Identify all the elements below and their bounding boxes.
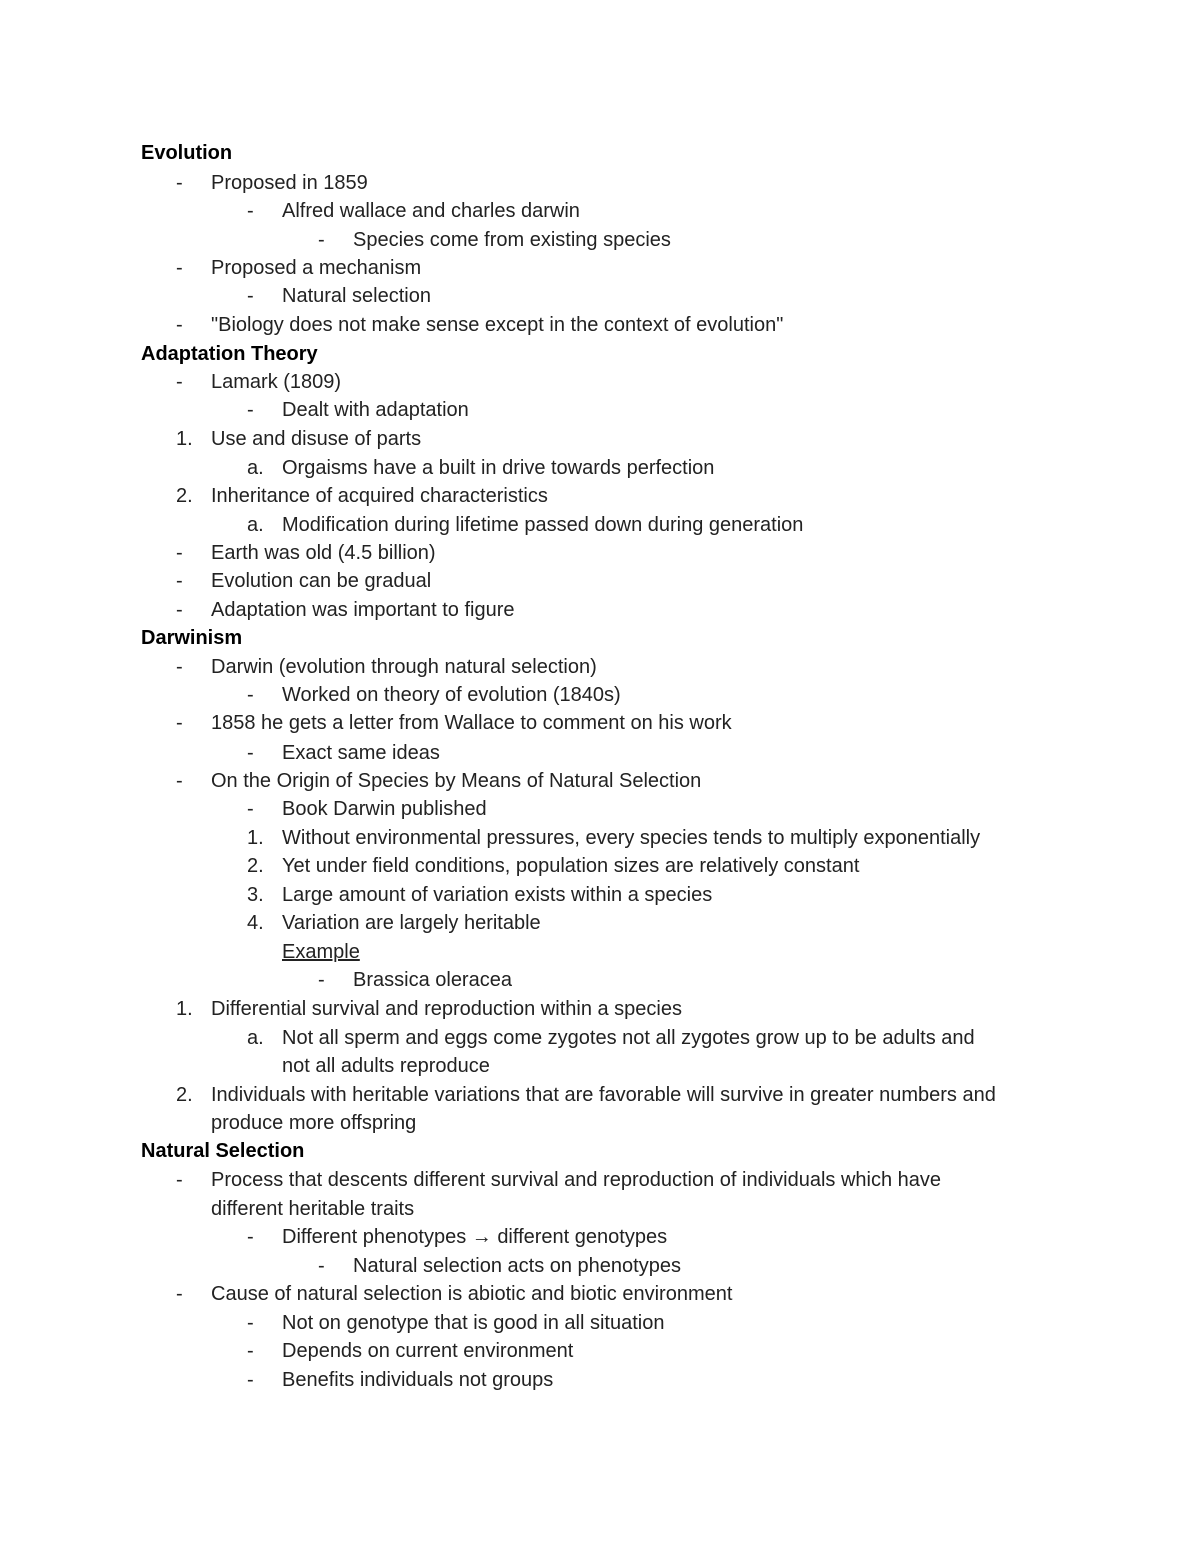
number-marker: 1. (176, 428, 193, 450)
list-item-text: different heritable traits (211, 1198, 415, 1220)
list-item-text: Natural selection acts on phenotypes (353, 1255, 681, 1277)
section-heading-evolution: Evolution (141, 142, 233, 164)
list-item-text: Without environmental pressures, every species tends to multiply exponentially (282, 827, 981, 849)
letter-marker: a. (247, 1027, 264, 1049)
list-item-text: Modification during lifetime passed down during generation (282, 514, 804, 536)
list-item-text: "Biology does not make sense except in the context of evolution" (211, 314, 784, 336)
number-marker: 2. (247, 855, 264, 877)
number-marker: 3. (247, 884, 264, 906)
bullet-marker: - (176, 1169, 183, 1191)
section-heading-natural-selection: Natural Selection (141, 1140, 305, 1162)
list-item-text: Alfred wallace and charles darwin (282, 200, 580, 222)
bullet-marker: - (176, 599, 183, 621)
list-item-text: Exact same ideas (282, 742, 440, 764)
number-marker: 1. (247, 827, 264, 849)
bullet-marker: - (318, 1255, 325, 1277)
list-item-text: Adaptation was important to figure (211, 599, 515, 621)
letter-marker: a. (247, 514, 264, 536)
list-item-text: Earth was old (4.5 billion) (211, 542, 436, 564)
list-item-text: Not all sperm and eggs come zygotes not all zygotes grow up to be adults and (282, 1027, 975, 1049)
bullet-marker: - (247, 1340, 254, 1362)
example-label: Example (282, 941, 360, 963)
list-item-text: Dealt with adaptation (282, 399, 469, 421)
list-item-text: Different phenotypes → different genotypes (282, 1226, 668, 1248)
list-item-text: Natural selection (282, 285, 431, 307)
list-item-text: Use and disuse of parts (211, 428, 422, 450)
list-item-text: Evolution can be gradual (211, 570, 432, 592)
bullet-marker: - (176, 712, 183, 734)
list-item-text: On the Origin of Species by Means of Natural Selection (211, 770, 702, 792)
list-item-text: Variation are largely heritable (282, 912, 541, 934)
bullet-marker: - (318, 229, 325, 251)
list-item-text: Differential survival and reproduction within a species (211, 998, 682, 1020)
list-item-text: Cause of natural selection is abiotic and biotic environment (211, 1283, 733, 1305)
bullet-marker: - (247, 1312, 254, 1334)
list-item-text: Lamark (1809) (211, 371, 342, 393)
list-item-text: 1858 he gets a letter from Wallace to comment on his work (211, 712, 732, 734)
bullet-marker: - (176, 656, 183, 678)
list-item-text: Brassica oleracea (353, 969, 512, 991)
bullet-marker: - (176, 314, 183, 336)
list-item-text: Proposed a mechanism (211, 257, 422, 279)
bullet-marker: - (247, 399, 254, 421)
bullet-marker: - (247, 200, 254, 222)
bullet-marker: - (176, 542, 183, 564)
list-item-text: Darwin (evolution through natural selection) (211, 656, 597, 678)
list-item-text: produce more offspring (211, 1112, 417, 1134)
number-marker: 2. (176, 1084, 193, 1106)
list-item-text: not all adults reproduce (282, 1055, 490, 1077)
number-marker: 4. (247, 912, 264, 934)
bullet-marker: - (247, 285, 254, 307)
list-item-text: Benefits individuals not groups (282, 1369, 554, 1391)
bullet-marker: - (247, 1369, 254, 1391)
list-item-text: Depends on current environment (282, 1340, 574, 1362)
list-item-text: Individuals with heritable variations that are favorable will survive in greater numbers and (211, 1084, 996, 1106)
list-item-text: Orgaisms have a built in drive towards perfection (282, 457, 715, 479)
section-heading-adaptation-theory: Adaptation Theory (141, 343, 318, 365)
list-item-text: Inheritance of acquired characteristics (211, 485, 548, 507)
section-heading-darwinism: Darwinism (141, 627, 243, 649)
list-item-text: Species come from existing species (353, 229, 671, 251)
list-item-text: Process that descents different survival and reproduction of individuals which have (211, 1169, 942, 1191)
bullet-marker: - (176, 570, 183, 592)
letter-marker: a. (247, 457, 264, 479)
list-item-text: Large amount of variation exists within a species (282, 884, 713, 906)
bullet-marker: - (247, 742, 254, 764)
list-item-text: Book Darwin published (282, 798, 487, 820)
list-item-text: Proposed in 1859 (211, 172, 368, 194)
bullet-marker: - (247, 798, 254, 820)
list-item-text: Worked on theory of evolution (1840s) (282, 684, 621, 706)
bullet-marker: - (176, 172, 183, 194)
number-marker: 2. (176, 485, 193, 507)
bullet-marker: - (247, 1226, 254, 1248)
bullet-marker: - (247, 684, 254, 706)
bullet-marker: - (176, 1283, 183, 1305)
bullet-marker: - (176, 371, 183, 393)
list-item-text: Yet under field conditions, population sizes are relatively constant (282, 855, 860, 877)
bullet-marker: - (176, 257, 183, 279)
bullet-marker: - (318, 969, 325, 991)
number-marker: 1. (176, 998, 193, 1020)
bullet-marker: - (176, 770, 183, 792)
list-item-text: Not on genotype that is good in all situation (282, 1312, 665, 1334)
